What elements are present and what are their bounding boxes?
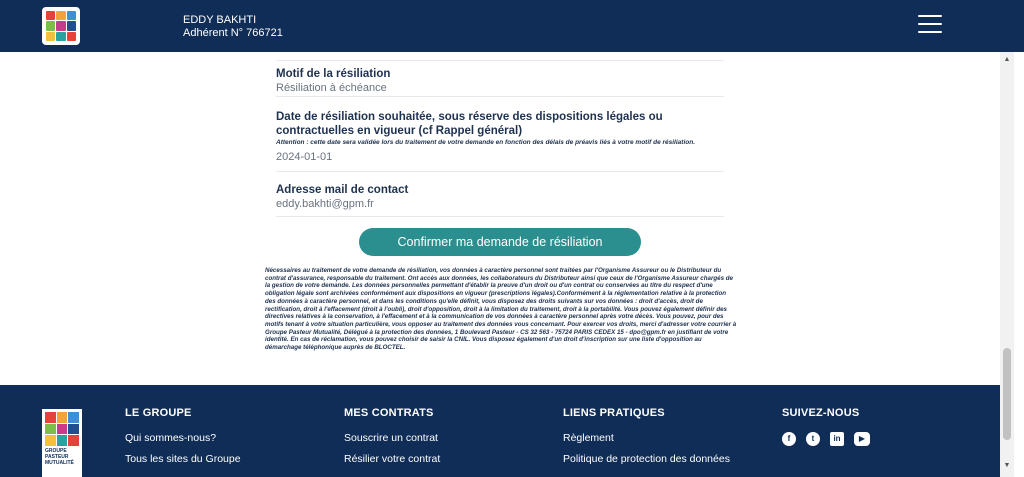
footer-col-title: LE GROUPE [125,407,192,419]
footer-col-group [125,407,241,474]
legal-notice: Nécessaires au traitement de votre demande de résiliation, vos données à caractère personnel sont traitées par l'Organisme Assureur ou le Distributeur du contrat d'assurance, responsable du traitement. Ont accès aux données, les collaborateurs du Distributeur ainsi que ceux de l'Organisme Assureur chargés de la gestion de votre demande. Les données personnelles permettant d'établir la preuve d'un droit ou d'un contrat ou conservées au titre du respect d'une obligation légale sont archivées conformément aux dispositions en vigueur (prescriptions légales).Conformément à la réglementation relative à la protection des données à caractère personnel, et dans les conditions qu'elle définit, vous disposez des droits suivants sur vos données : droit d'accès, droit de rectification, droit à l'effacement (droit à l'oubli), droit d'opposition, droit à la limitation du traitement, droit à la portabilité. Vous pouvez également définir des directives relatives à la conservation, à l'effacement et à la communication de vos données à caractère personnel après votre décès. Vous pouvez, pour des motifs tenant à votre situation particulière, vous opposer au traitement des données vous concernant. Pour exercer vos droits, merci d'adresser votre courrier à Groupe Pasteur Mutualité, Délégué à la protection des données, 1 Boulevard Pasteur - CS 32 563 - 75724 PARIS CEDEX 15 - dpo@gpm.fr en justifiant de votre identité. En cas de réclamation, vous pouvez choisir de saisir la CNIL. Vous disposez également d'un droit d'inscription sur une liste d'opposition au démarchage téléphonique auprès de BLOCTEL. [265,267,737,352]
divider [276,60,724,61]
footer-logo[interactable] [42,409,82,477]
confirm-termination-button[interactable]: Confirmer ma demande de résiliation [359,228,641,256]
user-info [183,14,283,40]
footer-col-contracts [344,407,440,474]
user-name: EDDY BAKHTI [183,14,257,26]
field-contact-email [276,183,724,217]
field-label: Adresse mail de contact [276,184,409,196]
footer-link[interactable]: Tous les sites du Groupe [125,453,241,465]
footer-link[interactable]: Politique de protection des données [563,453,730,465]
field-value: eddy.bakhti@gpm.fr [276,198,374,210]
field-value: 2024-01-01 [276,150,333,163]
menu-icon[interactable] [918,15,942,35]
scrollbar-thumb[interactable] [1003,348,1011,440]
field-label: Date de résiliation souhaitée, sous réserve des dispositions légales ou contractuelles en vigueur (cf Rappel général) [276,111,663,137]
footer-col-links [563,407,730,474]
footer [0,385,1000,477]
field-termination-date [276,110,724,172]
field-label: Motif de la résiliation [276,68,391,80]
footer-logo-text: GROUPE PASTEUR MUTUALITÉ [45,448,74,466]
footer-col-title: MES CONTRATS [344,407,434,419]
scroll-up-icon[interactable]: ▲ [1003,56,1011,63]
footer-col-title: SUIVEZ-NOUS [782,407,860,419]
twitter-icon[interactable]: t [806,432,820,446]
footer-link[interactable]: Résilier votre contrat [344,453,441,465]
scrollbar[interactable] [1000,52,1014,477]
facebook-icon[interactable]: f [782,432,796,446]
linkedin-icon[interactable]: in [830,432,844,446]
scroll-down-icon[interactable]: ▼ [1003,462,1011,469]
gpm-logo[interactable] [42,7,80,45]
field-reason [276,67,724,97]
app-header [0,0,1024,52]
footer-col-title: LIENS PRATIQUES [563,407,665,419]
footer-col-social [782,407,870,446]
footer-link[interactable]: Règlement [563,432,614,444]
youtube-icon[interactable]: ▶ [854,432,870,446]
field-note: Attention : cette date sera validée lors du traitement de votre demande en fonction des délais de préavis liés à votre motif de résiliation. [276,139,696,146]
field-value: Résiliation à échéance [276,82,387,94]
member-number: Adhérent N° 766721 [183,27,283,39]
footer-link[interactable]: Souscrire un contrat [344,432,438,444]
footer-link[interactable]: Qui sommes-nous? [125,432,217,444]
